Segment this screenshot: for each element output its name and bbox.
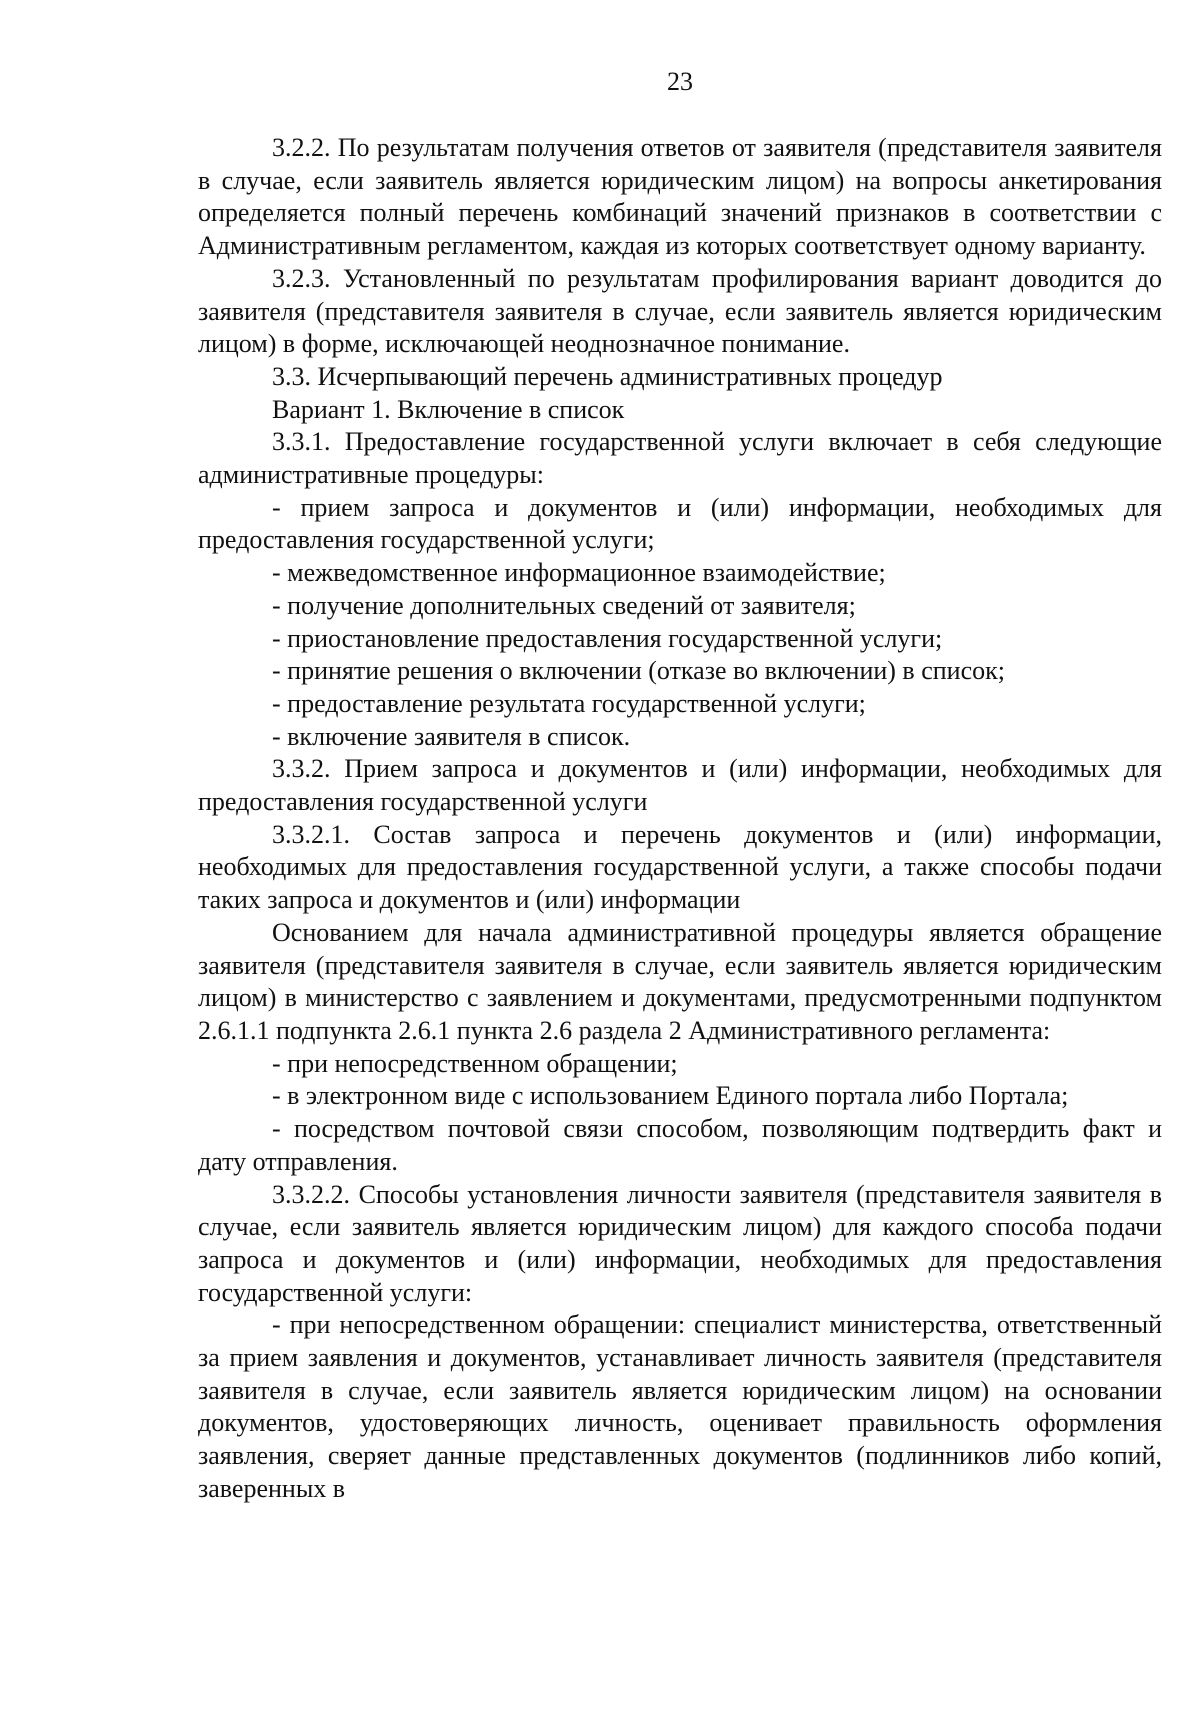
paragraph-3-2-3: 3.2.3. Установленный по результатам профилирования вариант доводится до заявителя (представителя заявителя в случае, если заявитель является юридическим лицом) в форме, исключающей неоднозначное понимание. — [198, 263, 1162, 359]
list-item-submission-method: - в электронном виде с использованием Единого портала либо Портала; — [272, 1081, 1069, 1111]
list-item-procedure: - прием запроса и документов и (или) информации, необходимых для предоставления государственной услуги; — [198, 492, 1162, 555]
heading-variant-1: Вариант 1. Включение в список — [272, 394, 625, 424]
paragraph-3-3-1: 3.3.1. Предоставление государственной услуги включает в себя следующие административные процедуры: — [198, 427, 1162, 490]
list-item-procedure: - межведомственное информационное взаимодействие; — [272, 558, 886, 588]
list-item-submission-method: - посредством почтовой связи способом, позволяющим подтвердить факт и дату отправления. — [198, 1114, 1162, 1176]
heading-3-3: 3.3. Исчерпывающий перечень административных процедур — [272, 361, 943, 391]
paragraph-3-3-2-1: 3.3.2.1. Состав запроса и перечень документов и (или) информации, необходимых для предоставления государственной услуги, а также способы подачи таких запроса и документов и (или) информации — [198, 819, 1162, 915]
list-item-procedure: - принятие решения о включении (отказе во включении) в список; — [272, 656, 1005, 686]
paragraph-basis: Основанием для начала административной процедуры является обращение заявителя (представителя заявителя в случае, если заявитель является юридическим лицом) в министерство с заявлением и документами, предусмотренными подпунктом 2.6.1.1 подпункта 2.6.1 пункта 2.6 раздела 2 Административного регламента: — [198, 917, 1162, 1045]
list-item-procedure: - получение дополнительных сведений от заявителя; — [272, 590, 856, 620]
list-item-procedure: - включение заявителя в список. — [272, 721, 631, 751]
paragraph-3-3-2: 3.3.2. Прием запроса и документов и (или) информации, необходимых для предоставления государственной услуги — [198, 754, 1162, 817]
list-item-procedure: - приостановление предоставления государственной услуги; — [272, 623, 943, 653]
list-item-identity-check: - при непосредственном обращении: специалист министерства, ответственный за прием заявления и документов, устанавливает личность заявителя (представителя заявителя в случае, если заявитель является юридическим лицом) на основании документов, удостоверяющих личность, оценивает правильность оформления заявления, сверяет данные представленных документов (подлинников либо копий, заверенных в — [198, 1310, 1162, 1503]
body-text — [198, 132, 1162, 1506]
paragraph-3-2-2: 3.2.2. По результатам получения ответов от заявителя (представителя заявителя в случае, если заявитель является юридическим лицом) на вопросы анкетирования определяется полный перечень комбинаций значений признаков в соответствии с Административным регламентом, каждая из которых соответствует одному варианту. — [198, 133, 1162, 261]
page-number: 23 — [667, 67, 693, 96]
list-item-submission-method: - при непосредственном обращении; — [272, 1048, 678, 1078]
paragraph-3-3-2-2: 3.3.2.2. Способы установления личности заявителя (представителя заявителя в случае, если заявитель является юридическим лицом) для каждого способа подачи запроса и документов и (или) информации, необходимых для предоставления государственной услуги: — [198, 1179, 1162, 1307]
list-item-procedure: - предоставление результата государственной услуги; — [272, 688, 866, 718]
